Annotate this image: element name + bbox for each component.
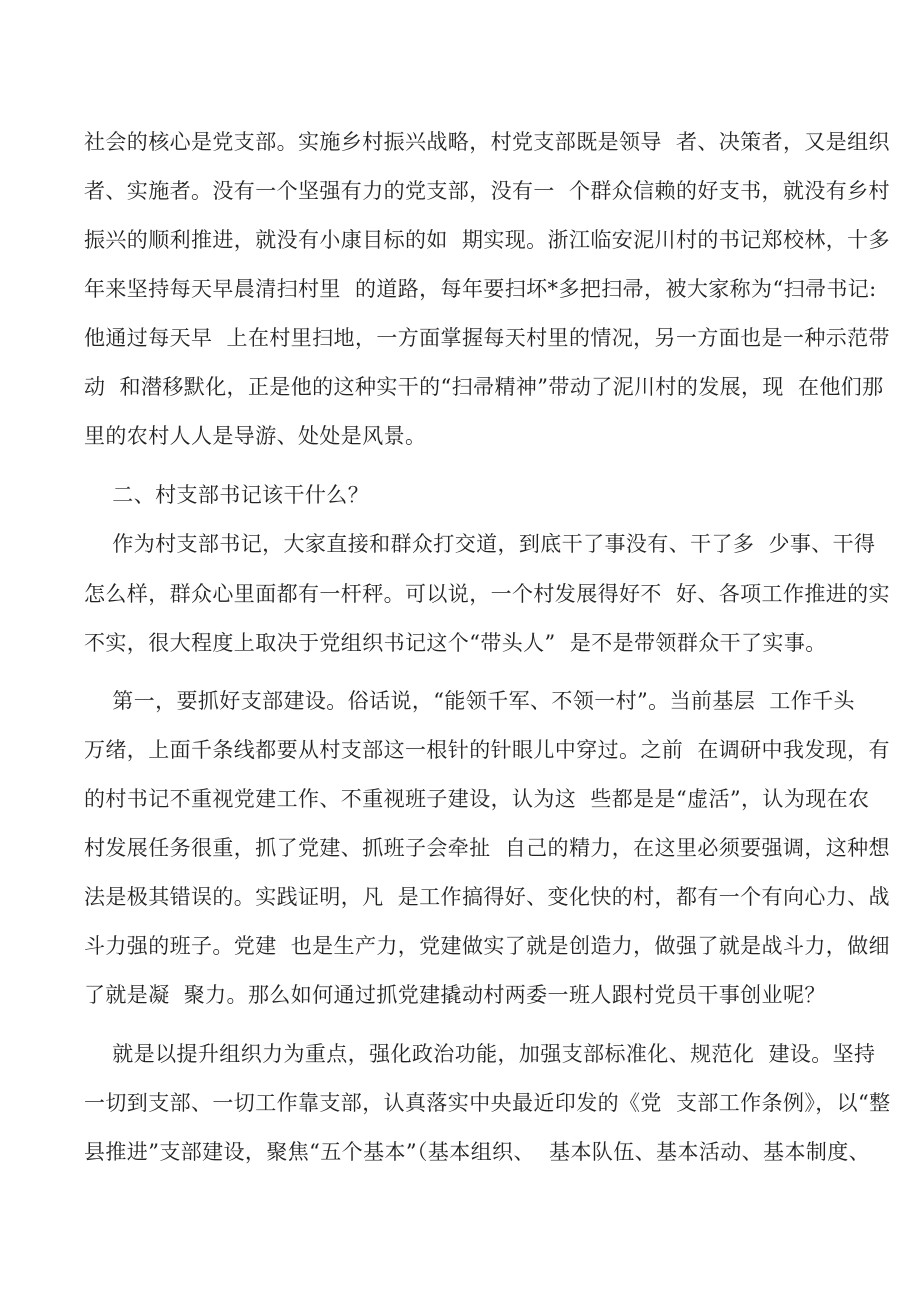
text-line: 法是极其错误的。实践证明，凡 是工作搞得好、变化快的村，都有一个有向心力、战 — [84, 885, 890, 909]
text-line: 者、实施者。没有一个坚强有力的党支部，没有一 个群众信赖的好支书，就没有乡村 — [84, 179, 890, 203]
section-heading: 二、村支部书记该干什么？ — [84, 483, 370, 507]
text-line: 年来坚持每天早晨清扫村里 的道路，每年要扫坏*多把扫帚，被大家称为“扫帚书记: — [84, 277, 877, 301]
text-line: 一切到支部、一切工作靠支部，认真落实中央最近印发的《党 支部工作条例》，以“整 — [84, 1091, 891, 1115]
text-line: 作为村支部书记，大家直接和群众打交道，到底干了事没有、干了多 少事、干得 — [84, 532, 876, 556]
text-line: 里的农村人人是导游、处处是风景。 — [84, 424, 427, 448]
text-line: 他通过每天早 上在村里扫地，一方面掌握每天村里的情况，另一方面也是一种示范带 — [84, 326, 890, 350]
text-line: 县推进”支部建设，聚焦“五个基本”（基本组织、 基本队伍、基本活动、基本制度、 — [84, 1140, 871, 1164]
text-line: 动 和潜移默化，正是他的这种实干的“扫帚精神”带动了泥川村的发展，现 在他们那 — [84, 375, 884, 399]
text-line: 就是以提升组织力为重点，强化政治功能，加强支部标准化、规范化 建设。坚持 — [84, 1042, 876, 1066]
text-line: 斗力强的班子。党建 也是生产力，党建做实了就是创造力，做强了就是战斗力，做细 — [84, 934, 890, 958]
text-line: 振兴的顺利推进，就没有小康目标的如 期实现。浙江临安泥川村的书记郑校林，十多 — [84, 228, 890, 252]
text-line: 怎么样，群众心里面都有一杆秤。可以说，一个村发展得好不 好、各项工作推进的实 — [84, 582, 890, 606]
text-line: 的村书记不重视党建工作、不重视班子建设，认为这 些都是是“虚活”，认为现在农 — [84, 787, 870, 811]
text-line: 万绪，上面千条线都要从村支部这一根针的针眼儿中穿过。之前 在调研中我发现，有 — [84, 738, 890, 762]
text-line: 第一，要抓好支部建设。俗话说，“能领千军、不领一村”。当前基层 工作千头 — [84, 689, 855, 713]
text-line: 村发展任务很重，抓了党建、抓班子会牵扯 自己的精力，在这里必须要强调，这种想 — [84, 836, 890, 860]
text-line: 了就是凝 聚力。那么如何通过抓党建撬动村两委一班人跟村党员干事创业呢？ — [84, 983, 826, 1007]
text-line: 不实，很大程度上取决于党组织书记这个“带头人” 是不是带领群众干了实事。 — [84, 631, 827, 655]
text-line: 社会的核心是党支部。实施乡村振兴战略，村党支部既是领导 者、决策者，又是组织 — [84, 130, 890, 154]
